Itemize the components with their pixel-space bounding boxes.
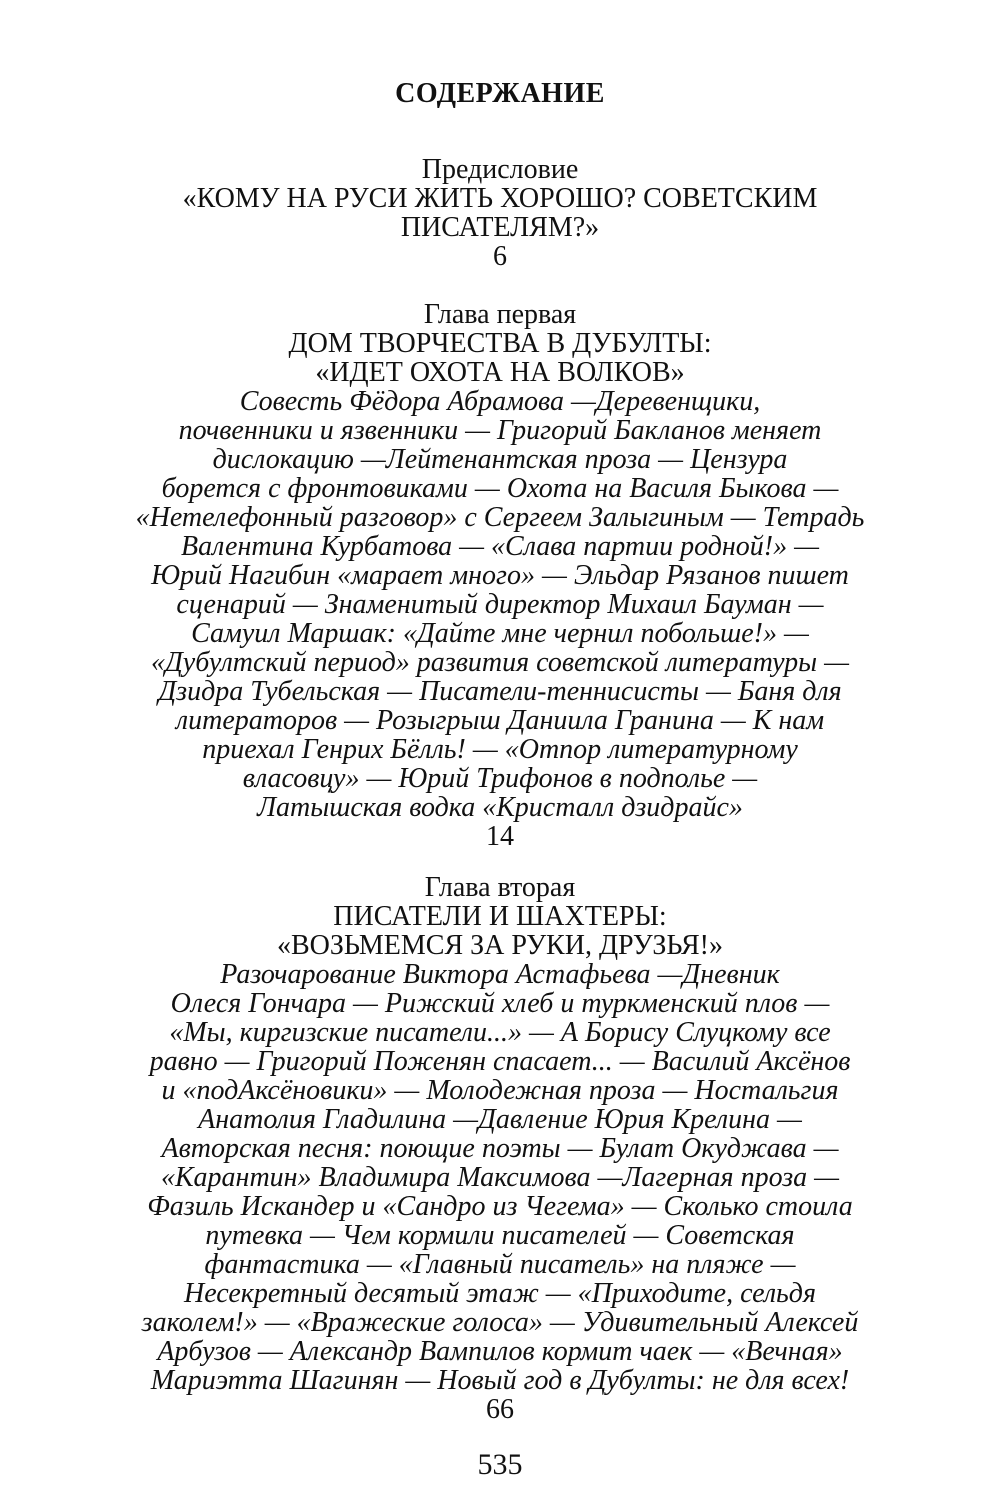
section-description-line: Валентина Курбатова — «Слава партии родной!» — bbox=[181, 531, 819, 562]
section-description-line: Разочарование Виктора Астафьева —Дневник bbox=[220, 959, 780, 990]
section-description-line: Авторская песня: поющие поэты — Булат Окуджава — bbox=[161, 1133, 839, 1164]
section-description-line: борется с фронтовиками — Охота на Василя Быкова — bbox=[161, 473, 839, 504]
section-description-line: Совесть Фёдора Абрамова —Деревенщики, bbox=[239, 386, 761, 417]
section-heading-line: ПИСАТЕЛЯМ?» bbox=[400, 212, 600, 243]
section-heading-line: «ИДЕТ ОХОТА НА ВОЛКОВ» bbox=[315, 357, 685, 388]
section-heading-line: «КОМУ НА РУСИ ЖИТЬ ХОРОШО? СОВЕТСКИМ bbox=[182, 183, 818, 214]
section-description-line: «Дубултский период» развития советской литературы — bbox=[150, 647, 850, 678]
section-description-line: «Нетелефонный разговор» с Сергеем Залыгиным — Тетрадь bbox=[135, 502, 865, 533]
section-description-line: Юрий Нагибин «марает много» — Эльдар Рязанов пишет bbox=[151, 560, 849, 591]
toc-entry-chapter-2 bbox=[0, 873, 1000, 1424]
section-description-line: путевка — Чем кормили писателей — Советская bbox=[205, 1220, 795, 1251]
section-description-line: Олеся Гончара — Рижский хлеб и туркменский плов — bbox=[170, 988, 830, 1019]
section-description-line: «Мы, киргизские писатели...» — А Борису Слуцкому все bbox=[169, 1017, 831, 1048]
section-description-line: фантастика — «Главный писатель» на пляже — bbox=[204, 1249, 796, 1280]
section-description-line: сценарий — Знаменитый директор Михаил Бауман — bbox=[176, 589, 824, 620]
section-page-number: 6 bbox=[493, 241, 507, 272]
section-description-line: Латышская водка «Кристалл дзидрайс» bbox=[257, 792, 743, 823]
section-description-line: литераторов — Розыгрыш Даниила Гранина — К нам bbox=[175, 705, 825, 736]
section-label: Глава первая bbox=[423, 299, 577, 330]
section-description-line: дислокацию —Лейтенантская проза — Цензура bbox=[212, 444, 788, 475]
section-description-line: равно — Григорий Поженян спасает... — Василий Аксёнов bbox=[149, 1046, 851, 1077]
section-description-line: приехал Генрих Бёлль! — «Отпор литературному bbox=[202, 734, 798, 765]
section-description-line: и «подАксёновики» — Молодежная проза — Ностальгия bbox=[161, 1075, 839, 1106]
section-heading-line: ПИСАТЕЛИ И ШАХТЕРЫ: bbox=[333, 901, 667, 932]
section-description-line: Фазиль Искандер и «Сандро из Чегема» — Сколько стоила bbox=[147, 1191, 853, 1222]
section-heading-line: ДОМ ТВОРЧЕСТВА В ДУБУЛТЫ: bbox=[288, 328, 712, 359]
section-description-line: Анатолия Гладилина —Давление Юрия Крелина — bbox=[198, 1104, 802, 1135]
section-description-line: Арбузов — Александр Вампилов кормит чаек — «Вечная» bbox=[157, 1336, 843, 1367]
toc-entry-chapter-1 bbox=[0, 300, 1000, 851]
section-description-line: почвенники и язвенники — Григорий Бакланов меняет bbox=[178, 415, 822, 446]
section-label: Предисловие bbox=[421, 154, 579, 185]
page-title: СОДЕРЖАНИЕ bbox=[395, 78, 605, 109]
section-description-line: заколем!» — «Вражеские голоса» — Удивительный Алексей bbox=[141, 1307, 859, 1338]
section-heading-line: «ВОЗЬМЕМСЯ ЗА РУКИ, ДРУЗЬЯ!» bbox=[276, 930, 724, 961]
section-page-number: 66 bbox=[486, 1394, 514, 1425]
toc-entry-preface bbox=[0, 155, 1000, 271]
section-description-line: Мариэтта Шагинян — Новый год в Дубулты: не для всех! bbox=[150, 1365, 850, 1396]
section-description-line: Самуил Маршак: «Дайте мне чернил побольше!» — bbox=[191, 618, 809, 649]
section-description-line: Дзидра Тубельская — Писатели-теннисисты — Баня для bbox=[158, 676, 842, 707]
section-description-line: Несекретный десятый этаж — «Приходите, сельдя bbox=[184, 1278, 816, 1309]
section-description-line: «Карантин» Владимира Максимова —Лагерная проза — bbox=[160, 1162, 840, 1193]
section-description-line: власовцу» — Юрий Трифонов в подполье — bbox=[242, 763, 758, 794]
page-footer-number: 535 bbox=[477, 1448, 523, 1481]
section-page-number: 14 bbox=[486, 821, 514, 852]
section-label: Глава вторая bbox=[424, 872, 576, 903]
